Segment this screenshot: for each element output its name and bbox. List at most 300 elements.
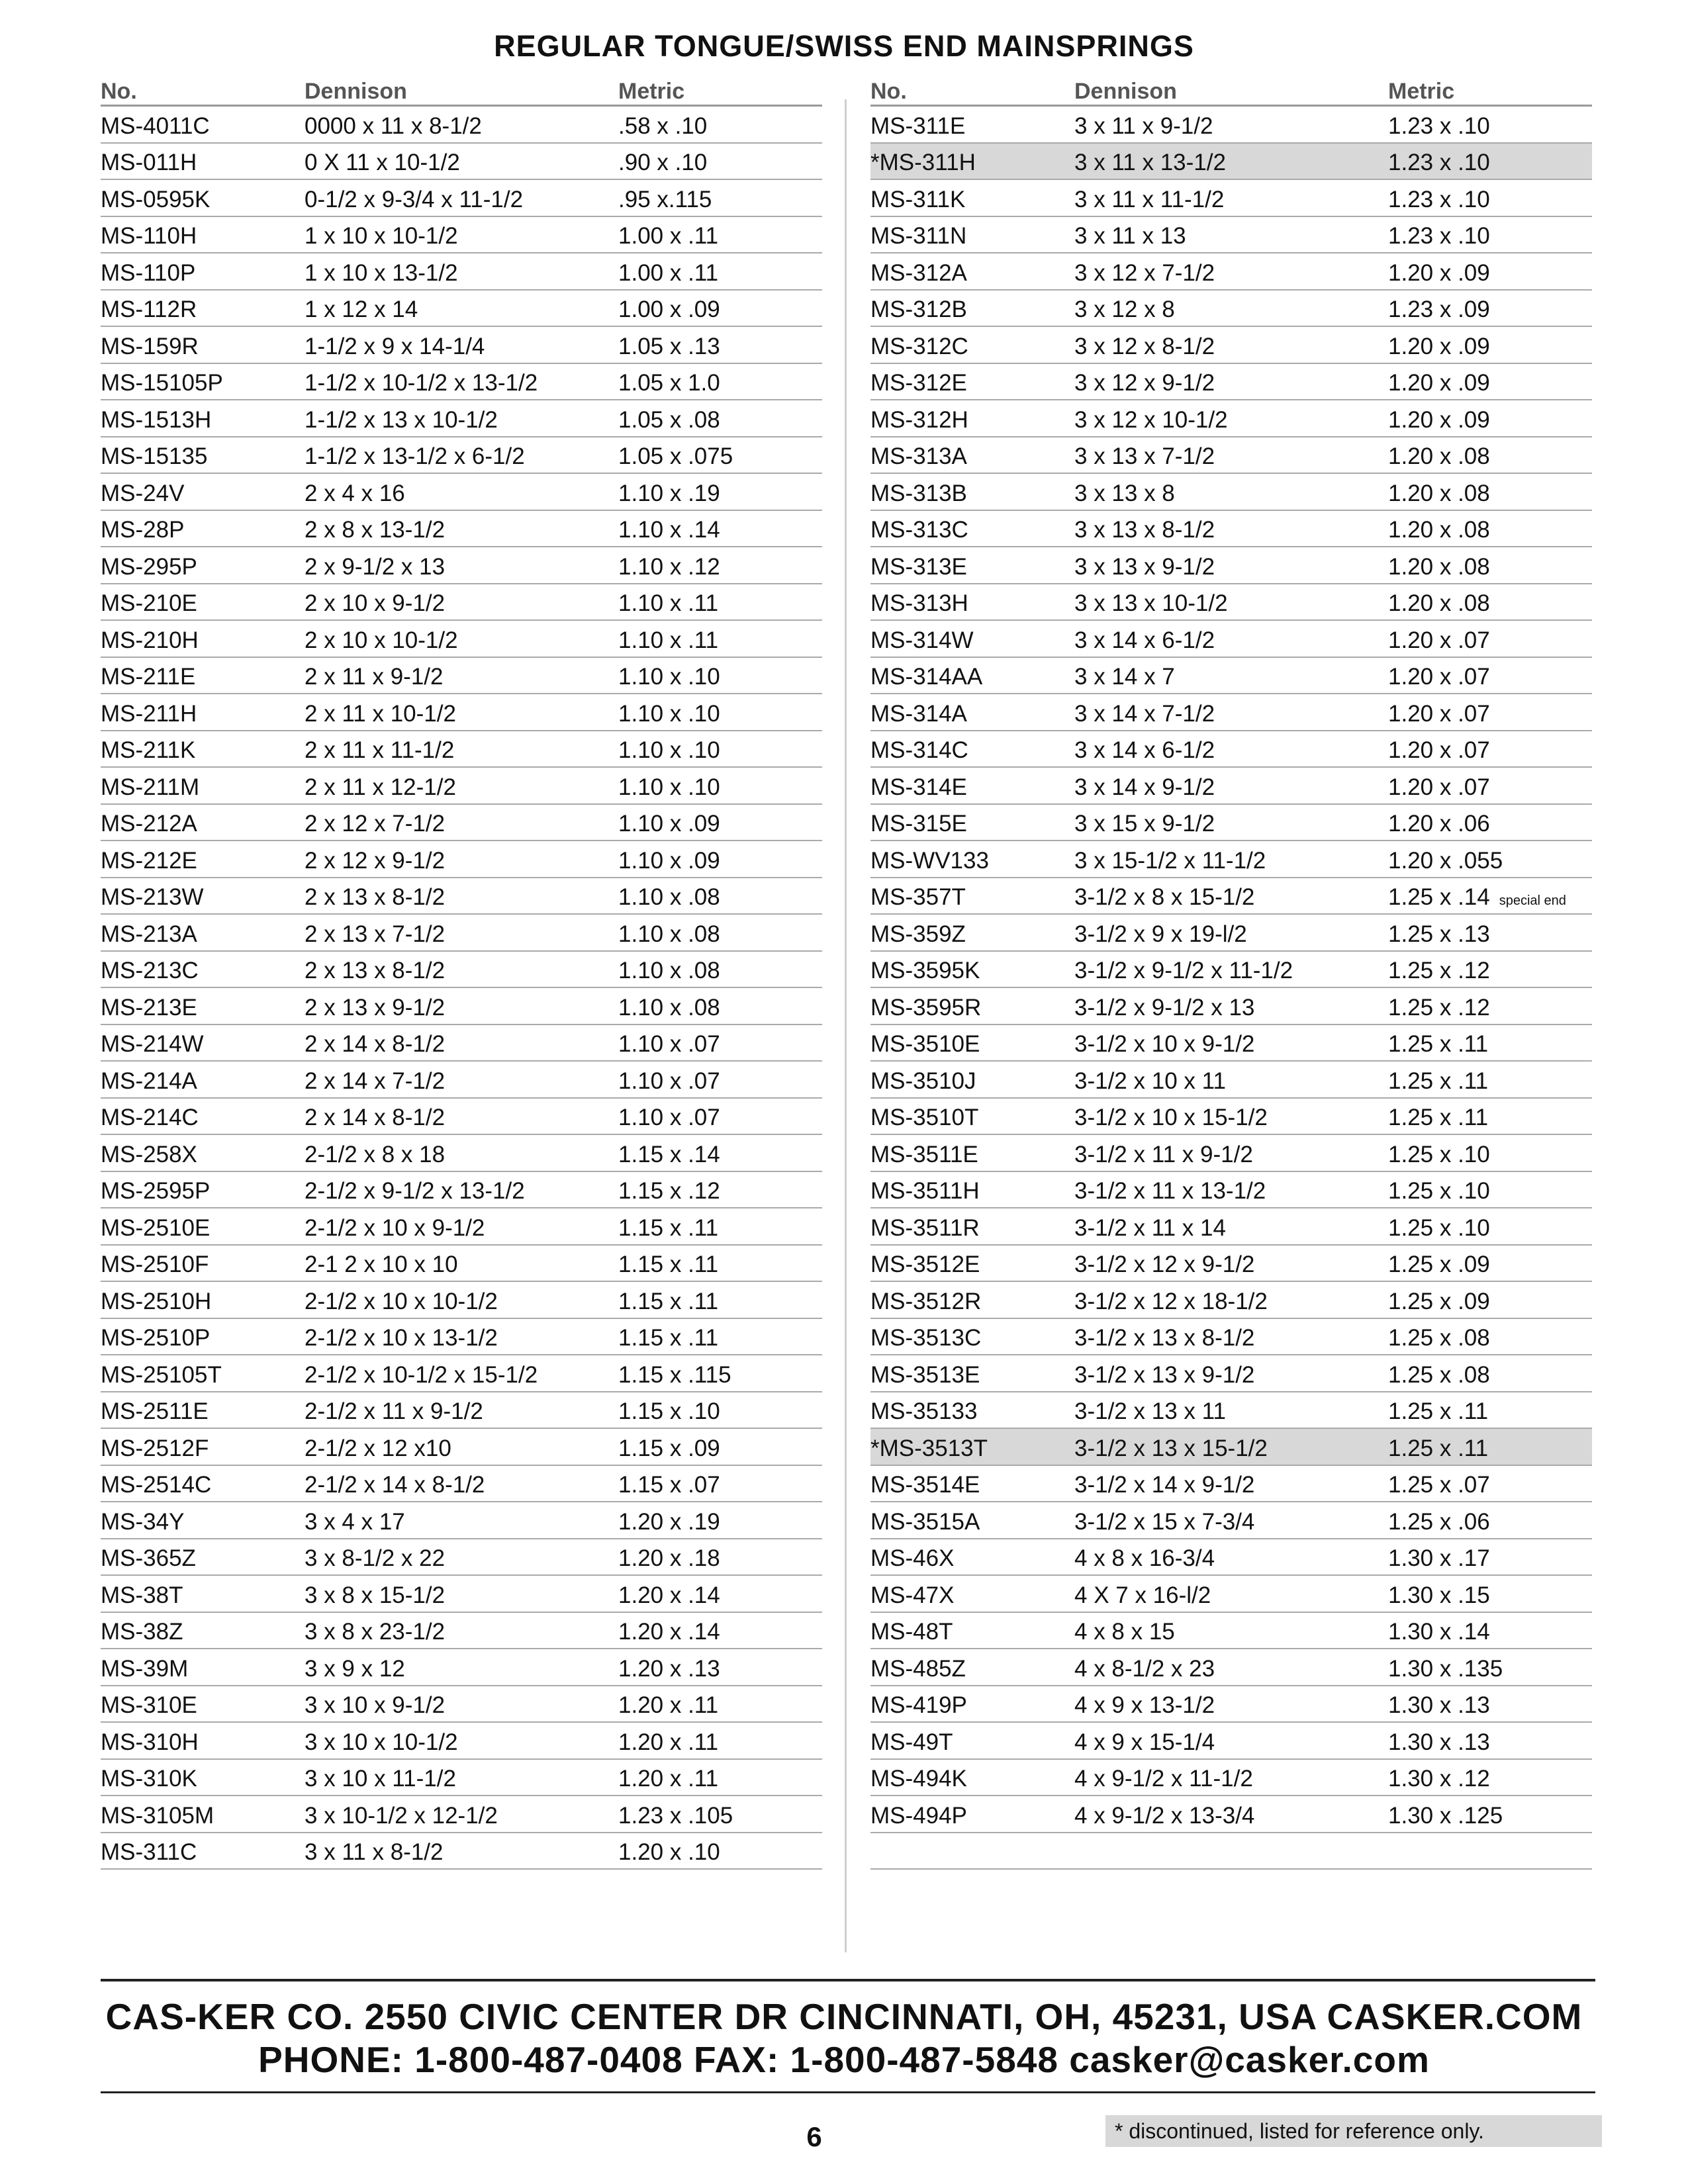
dennison-size: 4 x 8 x 15 (1074, 1619, 1175, 1645)
table-row (101, 1502, 822, 1539)
part-number: MS-39M (101, 1655, 189, 1682)
part-number: MS-314C (870, 737, 968, 763)
metric-size: 1.25 x .12 (1388, 958, 1490, 983)
table-row (870, 1686, 1592, 1723)
part-number: MS-3595R (870, 994, 982, 1021)
left-table (101, 77, 822, 1870)
table-row (101, 768, 822, 805)
metric-size: 1.25 x .11 (1388, 1435, 1489, 1461)
part-number: MS-112R (101, 296, 197, 322)
metric-size: 1.25 x .08 (1388, 1361, 1490, 1388)
metric-size: 1.15 x .115 (618, 1361, 731, 1388)
table-row (870, 1208, 1592, 1246)
part-number: MS-311N (870, 223, 967, 249)
part-number: MS-211K (101, 737, 196, 763)
dennison-size: 1 x 12 x 14 (305, 296, 418, 322)
header-dennison: Dennison (1074, 79, 1177, 104)
metric-size: 1.20 x .14 (618, 1619, 720, 1645)
page-number: 6 (806, 2121, 822, 2152)
metric-size: 1.20 x .08 (1388, 443, 1490, 469)
metric-size: 1.00 x .11 (618, 259, 719, 286)
dennison-size: 2 x 12 x 9-1/2 (305, 847, 445, 874)
dennison-size: 3-1/2 x 13 x 11 (1074, 1398, 1226, 1424)
dennison-size: 3 x 10 x 9-1/2 (305, 1692, 445, 1718)
part-number: MS-3595K (870, 958, 980, 983)
part-number: MS-2510P (101, 1325, 211, 1351)
metric-size: 1.10 x .07 (618, 1105, 720, 1130)
dennison-size: 2 x 14 x 8-1/2 (305, 1105, 445, 1130)
metric-size: 1.20 x .11 (618, 1692, 719, 1718)
table-row (101, 1246, 822, 1283)
part-number: MS-313H (870, 590, 968, 616)
part-number: MS-3511R (870, 1214, 980, 1241)
table-row (870, 291, 1592, 328)
metric-size: 1.10 x .10 (618, 700, 720, 727)
company-phone: PHONE: 1-800-487-0408 FAX: 1-800-487-5848 casker@casker.com (258, 2039, 1430, 2080)
dennison-size: 3 x 14 x 6-1/2 (1074, 737, 1215, 763)
part-number: MS-110P (101, 259, 196, 286)
dennison-size: 3 x 15-1/2 x 11-1/2 (1074, 847, 1266, 874)
part-number: MS-15135 (101, 443, 208, 469)
metric-size: 1.25 x .10 (1388, 1178, 1490, 1204)
dennison-size: 3 x 10 x 11-1/2 (305, 1766, 456, 1792)
table-row (870, 621, 1592, 658)
table-row (101, 1649, 822, 1686)
part-number: MS-3511H (870, 1178, 980, 1204)
metric-size: 1.10 x .14 (618, 517, 720, 543)
metric-size: 1.15 x .14 (618, 1141, 720, 1167)
part-number: MS-3512E (870, 1251, 980, 1277)
part-number: MS-212E (101, 847, 197, 874)
table-row (870, 1135, 1592, 1172)
dennison-size: 3 x 14 x 7-1/2 (1074, 700, 1215, 727)
table-row (870, 1246, 1592, 1283)
metric-size: 1.20 x .08 (1388, 590, 1490, 616)
metric-size: 1.15 x .11 (618, 1325, 719, 1351)
table-row (870, 1576, 1592, 1613)
header-metric: Metric (1388, 79, 1455, 104)
dennison-size: 2-1/2 x 10-1/2 x 15-1/2 (305, 1361, 538, 1388)
dennison-size: 3-1/2 x 9-1/2 x 13 (1074, 994, 1255, 1021)
header-no: No. (870, 79, 907, 104)
metric-size: 1.20 x .07 (1388, 664, 1490, 690)
metric-size: 1.10 x .09 (618, 811, 720, 837)
part-number: MS-310K (101, 1766, 197, 1792)
metric-size: 1.25 x .10 (1388, 1141, 1490, 1167)
table-row (870, 327, 1592, 364)
table-row (101, 364, 822, 401)
table-row (101, 253, 822, 291)
table-row (101, 1172, 822, 1209)
part-number: MS-312A (870, 259, 967, 286)
dennison-size: 3 x 8 x 23-1/2 (305, 1619, 445, 1645)
table-row (870, 1429, 1592, 1466)
part-number: *MS-311H (870, 150, 976, 175)
metric-size: 1.25 x .06 (1388, 1508, 1490, 1535)
metric-size: 1.30 x .13 (1388, 1729, 1490, 1755)
metric-size: 1.30 x .135 (1388, 1655, 1503, 1682)
dennison-size: 1-1/2 x 9 x 14-1/4 (305, 333, 485, 359)
table-row (101, 1099, 822, 1136)
table-row (870, 1466, 1592, 1503)
dennison-size: 3 x 13 x 9-1/2 (1074, 553, 1215, 580)
part-number: MS-24V (101, 480, 185, 506)
dennison-size: 3 x 13 x 8-1/2 (1074, 517, 1215, 543)
dennison-size: 2 x 12 x 7-1/2 (305, 811, 445, 837)
dennison-size: 2-1/2 x 11 x 9-1/2 (305, 1398, 483, 1424)
part-number: MS-213E (101, 994, 197, 1021)
dennison-size: 3-1/2 x 9 x 19-l/2 (1074, 921, 1247, 947)
metric-size: 1.10 x .11 (618, 590, 719, 616)
dennison-size: 3 x 11 x 11-1/2 (1074, 186, 1225, 212)
part-number: MS-34Y (101, 1508, 185, 1535)
part-number: MS-2510H (101, 1288, 212, 1314)
part-number: MS-47X (870, 1582, 955, 1608)
dennison-size: 3-1/2 x 13 x 9-1/2 (1074, 1361, 1255, 1388)
discontinued-note: * discontinued, listed for reference only. (1105, 2115, 1602, 2147)
metric-size: 1.20 x .07 (1388, 737, 1490, 763)
table-row (870, 217, 1592, 254)
dennison-size: 3 x 13 x 7-1/2 (1074, 443, 1215, 469)
dennison-size: 2 x 4 x 16 (305, 480, 405, 506)
metric-size: 1.20 x .11 (618, 1766, 719, 1792)
metric-size: 1.10 x .08 (618, 921, 720, 947)
metric-size: 1.15 x .11 (618, 1251, 719, 1277)
metric-size: 1.05 x 1.0 (618, 370, 720, 396)
table-row (870, 1649, 1592, 1686)
table-row (870, 988, 1592, 1025)
dennison-size: 2 x 10 x 9-1/2 (305, 590, 445, 616)
table-row (870, 584, 1592, 621)
table-row (870, 400, 1592, 437)
metric-size: 1.25 x .09 (1388, 1288, 1490, 1314)
dennison-size: 3 x 13 x 10-1/2 (1074, 590, 1228, 616)
metric-size: 1.23 x .09 (1388, 296, 1490, 322)
dennison-size: 2 x 14 x 8-1/2 (305, 1031, 445, 1057)
part-number: MS-258X (101, 1141, 197, 1167)
dennison-size: 3 x 12 x 9-1/2 (1074, 370, 1215, 396)
dennison-size: 4 x 8 x 16-3/4 (1074, 1545, 1215, 1571)
metric-size: 1.10 x .19 (618, 480, 720, 506)
metric-size: 1.10 x .11 (618, 627, 719, 653)
dennison-size: 2 x 13 x 8-1/2 (305, 884, 445, 910)
row-note: special end (1499, 893, 1566, 908)
dennison-size: 3 x 12 x 8-1/2 (1074, 333, 1215, 359)
dennison-size: 1-1/2 x 10-1/2 x 13-1/2 (305, 370, 538, 396)
table-row (101, 291, 822, 328)
dennison-size: 3 x 14 x 7 (1074, 664, 1175, 690)
table-row (101, 1723, 822, 1760)
dennison-size: 4 x 9-1/2 x 11-1/2 (1074, 1766, 1253, 1792)
table-row (870, 1062, 1592, 1099)
dennison-size: 2 x 8 x 13-1/2 (305, 517, 445, 543)
metric-size: 1.25 x .08 (1388, 1325, 1490, 1351)
part-number: MS-419P (870, 1692, 967, 1718)
metric-size: 1.25 x .11 (1388, 1105, 1489, 1130)
table-row (101, 1135, 822, 1172)
metric-size: 1.15 x .09 (618, 1435, 720, 1461)
metric-size: .95 x.115 (618, 186, 712, 212)
part-number: MS-25105T (101, 1361, 222, 1388)
dennison-size: 3 x 11 x 13-1/2 (1074, 150, 1226, 175)
table-row (101, 1466, 822, 1503)
dennison-size: 2-1/2 x 9-1/2 x 13-1/2 (305, 1178, 525, 1204)
dennison-size: 3-1/2 x 11 x 9-1/2 (1074, 1141, 1253, 1167)
metric-size: 1.30 x .12 (1388, 1766, 1490, 1792)
part-number: MS-35133 (870, 1398, 978, 1424)
dennison-size: 1 x 10 x 10-1/2 (305, 223, 458, 249)
dennison-size: 3 x 8-1/2 x 22 (305, 1545, 445, 1571)
part-number: MS-3510T (870, 1105, 979, 1130)
metric-size: 1.15 x .12 (618, 1178, 720, 1204)
part-number: MS-210E (101, 590, 197, 616)
dennison-size: 3-1/2 x 12 x 9-1/2 (1074, 1251, 1255, 1277)
table-row (870, 952, 1592, 989)
dennison-size: 3-1/2 x 13 x 8-1/2 (1074, 1325, 1255, 1351)
part-number: MS-3105M (101, 1802, 214, 1829)
part-number: MS-49T (870, 1729, 953, 1755)
metric-size: 1.15 x .07 (618, 1472, 720, 1498)
part-number: *MS-3513T (870, 1435, 988, 1461)
dennison-size: 3 x 12 x 8 (1074, 296, 1175, 322)
table-row (101, 1539, 822, 1576)
part-number: MS-211E (101, 664, 196, 690)
table-row (101, 144, 822, 181)
metric-size: 1.10 x .09 (618, 847, 720, 874)
part-number: MS-314A (870, 700, 967, 727)
dennison-size: 3 x 12 x 10-1/2 (1074, 406, 1228, 433)
dennison-size: 4 x 9 x 15-1/4 (1074, 1729, 1215, 1755)
table-row (870, 107, 1592, 144)
footer-bottom-rule (101, 2091, 1595, 2093)
metric-size: 1.20 x .18 (618, 1545, 720, 1571)
table-row (101, 1282, 822, 1319)
dennison-size: 0 X 11 x 10-1/2 (305, 150, 460, 175)
table-row (870, 1172, 1592, 1209)
metric-size: 1.30 x .17 (1388, 1545, 1490, 1571)
table-row (101, 1576, 822, 1613)
part-number: MS-310E (101, 1692, 197, 1718)
metric-size: 1.20 x .07 (1388, 774, 1490, 800)
metric-size: 1.20 x .13 (618, 1655, 720, 1682)
part-number: MS-211H (101, 700, 197, 727)
table-row (101, 327, 822, 364)
part-number: MS-3513C (870, 1325, 982, 1351)
dennison-size: 2 x 13 x 7-1/2 (305, 921, 445, 947)
metric-size: 1.30 x .14 (1388, 1619, 1490, 1645)
dennison-size: 3 x 13 x 8 (1074, 480, 1175, 506)
dennison-size: 3 x 11 x 8-1/2 (305, 1839, 444, 1865)
dennison-size: 4 X 7 x 16-l/2 (1074, 1582, 1211, 1608)
part-number: MS-313A (870, 443, 967, 469)
dennison-size: 3 x 10-1/2 x 12-1/2 (305, 1802, 498, 1829)
dennison-size: 2-1 2 x 10 x 10 (305, 1251, 458, 1277)
part-number: MS-494K (870, 1766, 967, 1792)
dennison-size: 3 x 10 x 10-1/2 (305, 1729, 458, 1755)
part-number: MS-310H (101, 1729, 199, 1755)
part-number: MS-4011C (101, 113, 210, 139)
table-row (870, 731, 1592, 768)
metric-size: 1.30 x .13 (1388, 1692, 1490, 1718)
dennison-size: 1-1/2 x 13-1/2 x 6-1/2 (305, 443, 525, 469)
table-row (101, 400, 822, 437)
part-number: MS-311E (870, 113, 966, 139)
metric-size (1388, 884, 1592, 911)
footer-top-rule (101, 1979, 1595, 1981)
part-number: MS-311K (870, 186, 966, 212)
part-number: MS-38Z (101, 1619, 183, 1645)
dennison-size: 2-1/2 x 10 x 9-1/2 (305, 1214, 485, 1241)
part-number: MS-494P (870, 1802, 967, 1829)
table-row (870, 1796, 1592, 1833)
table-row (101, 1392, 822, 1430)
dennison-size: 3-1/2 x 11 x 14 (1074, 1214, 1226, 1241)
part-number: MS-214W (101, 1031, 204, 1057)
part-number: MS-3515A (870, 1508, 980, 1535)
part-number: MS-210H (101, 627, 199, 653)
metric-size: 1.10 x .08 (618, 958, 720, 983)
table-row (870, 1723, 1592, 1760)
metric-size: 1.20 x .07 (1388, 627, 1490, 653)
table-row (870, 1099, 1592, 1136)
dennison-size: 3-1/2 x 13 x 15-1/2 (1074, 1435, 1268, 1461)
dennison-size: 2-1/2 x 12 x10 (305, 1435, 451, 1461)
metric-size: 1.20 x .055 (1388, 847, 1503, 874)
metric-size: 1.20 x .11 (618, 1729, 719, 1755)
part-number: MS-48T (870, 1619, 953, 1645)
dennison-size: 3-1/2 x 12 x 18-1/2 (1074, 1288, 1268, 1314)
part-number: MS-2514C (101, 1472, 212, 1498)
table-row (870, 547, 1592, 584)
dennison-size: 3-1/2 x 10 x 11 (1074, 1068, 1226, 1094)
table-row (870, 1760, 1592, 1797)
table-row (101, 474, 822, 511)
table-row (870, 1282, 1592, 1319)
table-row (870, 694, 1592, 731)
dennison-size: 0000 x 11 x 8-1/2 (305, 113, 482, 139)
part-number: MS-295P (101, 553, 197, 580)
metric-size: 1.15 x .11 (618, 1214, 719, 1241)
table-row (870, 1833, 1592, 1870)
part-number: MS-213W (101, 884, 204, 910)
metric-size: 1.10 x .12 (618, 553, 720, 580)
part-number: MS-110H (101, 223, 197, 249)
part-number: MS-WV133 (870, 847, 989, 874)
dennison-size: 4 x 8-1/2 x 23 (1074, 1655, 1215, 1682)
part-number: MS-2510F (101, 1251, 209, 1277)
table-row (870, 1319, 1592, 1356)
table-row (101, 107, 822, 144)
part-number: MS-213C (101, 958, 199, 983)
metric-size: 1.10 x .10 (618, 774, 720, 800)
part-number: MS-3510J (870, 1068, 976, 1094)
part-number: MS-311C (101, 1839, 197, 1865)
part-number: MS-312C (870, 333, 968, 359)
part-number: MS-3512R (870, 1288, 982, 1314)
metric-size: 1.20 x .14 (618, 1582, 720, 1608)
metric-size: 1.30 x .15 (1388, 1582, 1490, 1608)
table-row (101, 1833, 822, 1870)
part-number: MS-315E (870, 811, 967, 837)
metric-size: 1.20 x .10 (618, 1839, 720, 1865)
dennison-size: 2 x 11 x 11-1/2 (305, 737, 455, 763)
table-row (101, 437, 822, 475)
part-number: MS-3510E (870, 1031, 980, 1057)
metric-size: 1.20 x .09 (1388, 406, 1490, 433)
part-number: MS-314E (870, 774, 967, 800)
dennison-size: 2-1/2 x 8 x 18 (305, 1141, 445, 1167)
dennison-size: 3 x 11 x 13 (1074, 223, 1186, 249)
table-row (101, 1686, 822, 1723)
dennison-size: 3-1/2 x 10 x 15-1/2 (1074, 1105, 1268, 1130)
table-row (101, 694, 822, 731)
part-number: MS-15105P (101, 370, 223, 396)
dennison-size: 3-1/2 x 14 x 9-1/2 (1074, 1472, 1255, 1498)
part-number: MS-313B (870, 480, 967, 506)
metric-size: 1.25 x .10 (1388, 1214, 1490, 1241)
dennison-size: 3 x 15 x 9-1/2 (1074, 811, 1215, 837)
dennison-size: 3 x 12 x 7-1/2 (1074, 259, 1215, 286)
dennison-size: 2-1/2 x 10 x 13-1/2 (305, 1325, 498, 1351)
header-dennison: Dennison (305, 79, 407, 104)
table-row (101, 1025, 822, 1062)
metric-size: 1.30 x .125 (1388, 1802, 1503, 1829)
dennison-size: 2 x 10 x 10-1/2 (305, 627, 458, 653)
table-row (101, 915, 822, 952)
dennison-size: 3-1/2 x 8 x 15-1/2 (1074, 884, 1255, 910)
table-row (101, 952, 822, 989)
dennison-size: 2 x 13 x 9-1/2 (305, 994, 445, 1021)
table-row (870, 1025, 1592, 1062)
table-row (101, 1613, 822, 1650)
part-number: MS-213A (101, 921, 197, 947)
part-number: MS-011H (101, 150, 197, 175)
dennison-size: 3 x 11 x 9-1/2 (1074, 113, 1213, 139)
dennison-size: 3-1/2 x 11 x 13-1/2 (1074, 1178, 1266, 1204)
dennison-size: 3 x 14 x 6-1/2 (1074, 627, 1215, 653)
metric-size: 1.25 x .07 (1388, 1472, 1490, 1498)
table-row (870, 1613, 1592, 1650)
table-row (870, 474, 1592, 511)
metric-size: 1.10 x .07 (618, 1031, 720, 1057)
dennison-size: 2 x 11 x 9-1/2 (305, 664, 444, 690)
table-row (870, 511, 1592, 548)
page-title: REGULAR TONGUE/SWISS END MAINSPRINGS (494, 29, 1194, 63)
part-number: MS-314W (870, 627, 974, 653)
metric-size: 1.20 x .09 (1388, 333, 1490, 359)
table-row (870, 180, 1592, 217)
table-row (101, 805, 822, 842)
table-row (870, 841, 1592, 878)
part-number: MS-211M (101, 774, 200, 800)
part-number: MS-214A (101, 1068, 197, 1094)
part-number: MS-365Z (101, 1545, 196, 1571)
metric-size: 1.23 x .10 (1388, 113, 1490, 139)
part-number: MS-38T (101, 1582, 183, 1608)
metric-size: 1.10 x .10 (618, 664, 720, 690)
part-number: MS-357T (870, 884, 966, 910)
dennison-size: 4 x 9-1/2 x 13-3/4 (1074, 1802, 1255, 1829)
metric-size: 1.23 x .10 (1388, 223, 1490, 249)
metric-size: 1.20 x .19 (618, 1508, 720, 1535)
part-number: MS-212A (101, 811, 197, 837)
right-table (870, 77, 1592, 1870)
part-number: MS-159R (101, 333, 199, 359)
table-row (101, 1062, 822, 1099)
part-number: MS-2511E (101, 1398, 209, 1424)
part-number: MS-2595P (101, 1178, 211, 1204)
dennison-size: 2 x 11 x 12-1/2 (305, 774, 456, 800)
